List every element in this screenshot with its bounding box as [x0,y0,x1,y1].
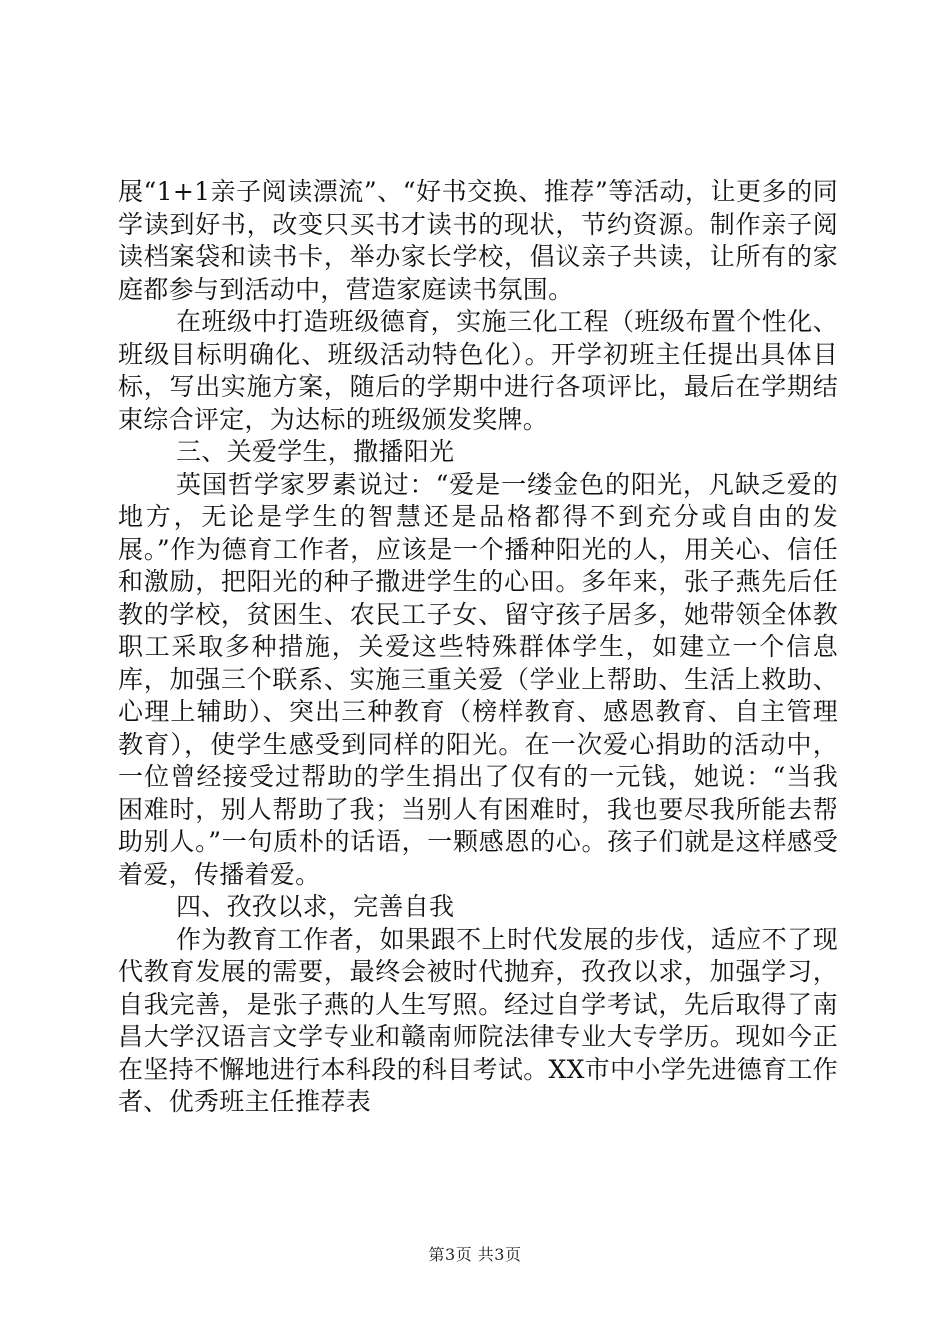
section-heading-self-improvement: 四、孜孜以求，完善自我 [176,892,455,921]
paragraph-self-improvement: 作为教育工作者，如果跟不上时代发展的步伐，适应不了现代教育发展的需要，最终会被时代抛弃，孜孜以求，加强学习，自我完善，是张子燕的人生写照。经过自学考试，先后取得了南昌大学汉语言文学专业和赣南师院法律专业大专学历。现如今正在坚持不懈地进行本科段的科目考试。XX市中小学先进德育工作者、优秀班主任推荐表 [118,924,838,1116]
document-body [118,176,838,1119]
page-number-footer: 第3页 共3页 [428,1245,522,1264]
paragraph-continued: 展“1+1亲子阅读漂流”、“好书交换、推荐”等活动，让更多的同学读到好书，改变只买书才读书的现状，节约资源。制作亲子阅读档案袋和读书卡，举办家长学校，倡议亲子共读，让所有的家庭都参与到活动中，营造家庭读书氛围。 [118,177,838,304]
paragraph-russell-quote: 英国哲学家罗素说过：“爱是一缕金色的阳光，凡缺乏爱的地方，无论是学生的智慧还是品格都得不到充分或自由的发展。”作为德育工作者，应该是一个播种阳光的人，用关心、信任和激励，把阳光的种子撒进学生的心田。多年来，张子燕先后任教的学校，贫困生、农民工子女、留守孩子居多，她带领全体教职工采取多种措施，关爱这些特殊群体学生，如建立一个信息库，加强三个联系、实施三重关爱（学业上帮助、生活上救助、心理上辅助）、突出三种教育（榜样教育、感恩教育、自主管理教育），使学生感受到同样的阳光。在一次爱心捐助的活动中，一位曾经接受过帮助的学生捐出了仅有的一元钱，她说：“当我困难时，别人帮助了我；当别人有困难时，我也要尽我所能去帮助别人。”一句质朴的话语，一颗感恩的心。孩子们就是这样感受着爱，传播着爱。 [118,469,838,889]
section-heading-caring-students: 三、关爱学生，撒播阳光 [176,437,455,466]
paragraph-class-moral-education: 在班级中打造班级德育，实施三化工程（班级布置个性化、班级目标明确化、班级活动特色化）。开学初班主任提出具体目标，写出实施方案，随后的学期中进行各项评比，最后在学期结束综合评定，为达标的班级颁发奖牌。 [118,307,838,434]
